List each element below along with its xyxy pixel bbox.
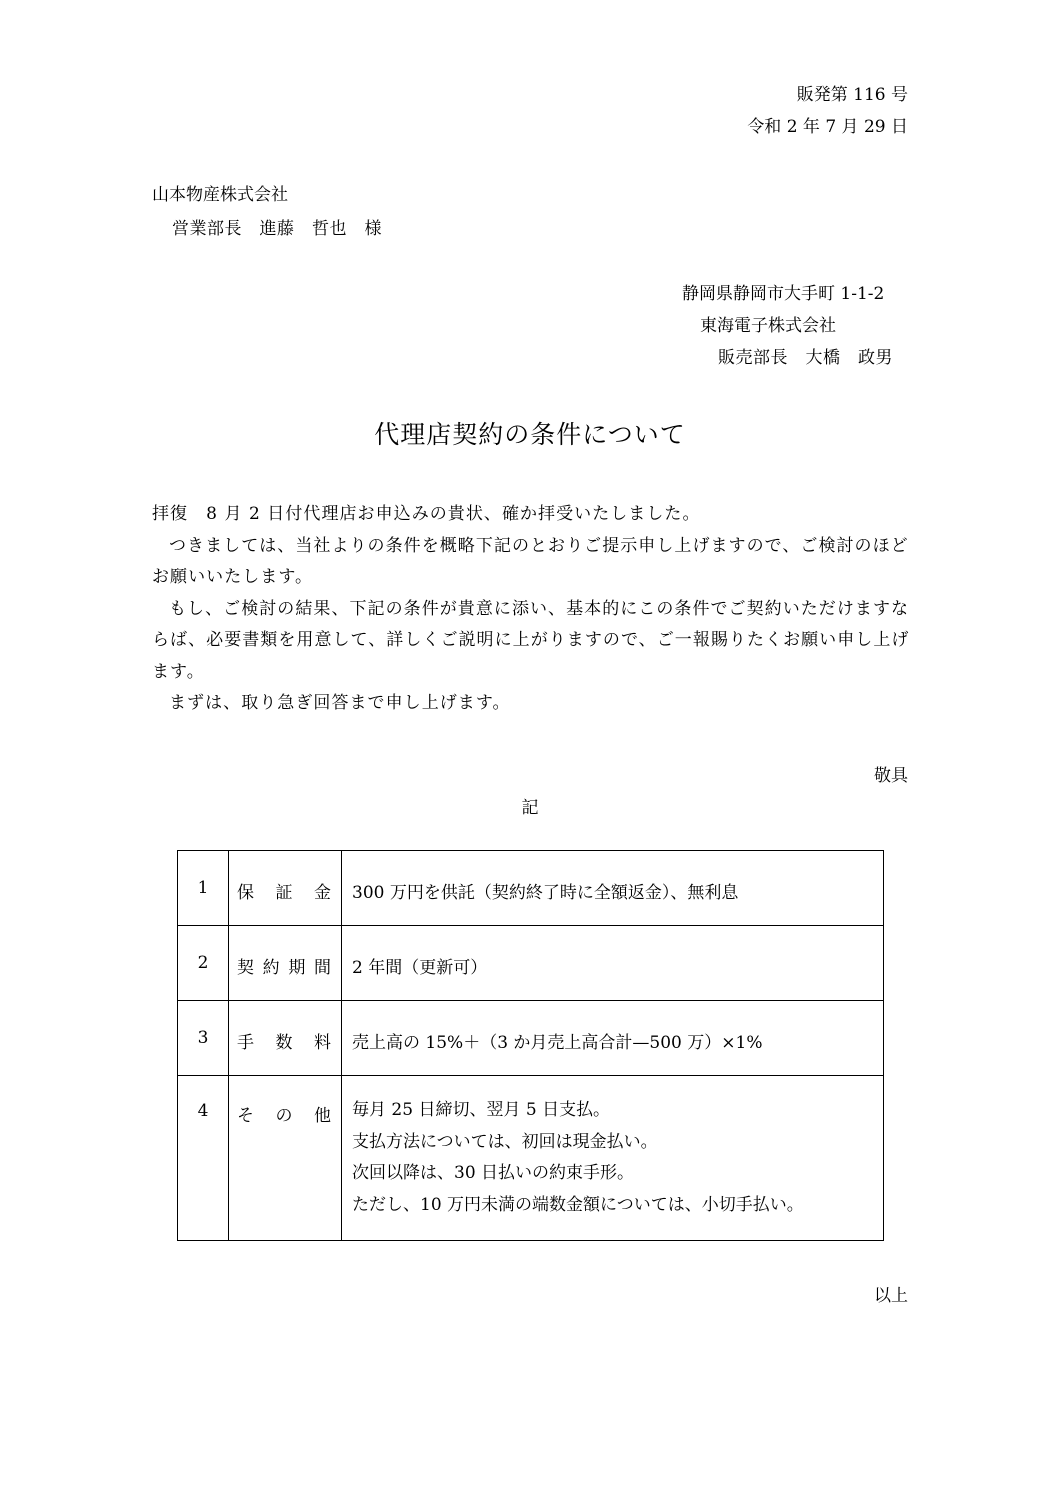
term-detail-line: 300 万円を供託（契約終了時に全額返金）、無利息	[352, 883, 739, 903]
term-label-char: そ	[237, 1106, 254, 1126]
recipient-company: 山本物産株式会社	[152, 185, 288, 205]
recipient-person: 営業部長 進藤 哲也 様	[172, 219, 382, 239]
table-row	[178, 1076, 884, 1241]
term-label	[229, 926, 341, 978]
term-label	[229, 1076, 341, 1126]
ki-heading: 記	[521, 798, 539, 818]
term-detail-line: 2 年間（更新可）	[352, 958, 488, 978]
table-row	[178, 926, 884, 1001]
term-label-char: 約	[262, 958, 280, 978]
end-mark: 以上	[874, 1286, 908, 1306]
term-number-cell	[178, 926, 229, 1001]
term-label-char: 手	[237, 1033, 254, 1053]
body-paragraph-proposal: つきましては、当社よりの条件を概略下記のとおりご提示申し上げますので、ご検討のほどお願いいたします。	[152, 535, 909, 587]
body-paragraph-greeting: 拝復 8 月 2 日付代理店お申込みの貴状、確か拝受いたしました。	[152, 504, 701, 524]
term-label-cell	[229, 851, 342, 926]
term-label-char: 他	[314, 1106, 331, 1126]
term-number: 4	[197, 1101, 209, 1121]
term-label-char: 金	[314, 883, 331, 903]
term-label-char: 契	[237, 958, 254, 978]
term-number: 1	[197, 878, 209, 898]
term-detail-line: 支払方法については、初回は現金払い。	[352, 1131, 658, 1152]
table-row	[178, 1001, 884, 1076]
term-detail-cell	[342, 926, 884, 1001]
term-label-char: 期	[288, 958, 306, 978]
term-detail	[352, 851, 883, 910]
term-detail-cell	[342, 1001, 884, 1076]
term-detail-cell	[342, 851, 884, 926]
body-text	[152, 499, 912, 720]
sender-address: 静岡県静岡市大手町 1-1-2	[682, 284, 885, 304]
document-date: 令和 2 年 7 月 29 日	[747, 117, 908, 137]
term-detail	[352, 1070, 883, 1221]
body-paragraph-request: もし、ご検討の結果、下記の条件が貴意に添い、基本的にこの条件でご契約いただけますならば、必要書類を用意して、詳しくご説明に上がりますので、ご一報賜りたくお願い申し上げます。	[152, 598, 910, 682]
body-paragraph-closing-remark: まずは、取り急ぎ回答まで申し上げます。	[169, 693, 511, 713]
sender-person: 販売部長 大橋 政男	[718, 348, 893, 368]
term-number: 2	[197, 953, 209, 973]
term-detail	[352, 926, 883, 985]
term-label-char: 保	[237, 883, 254, 903]
terms-table	[177, 850, 884, 1241]
term-label-cell	[229, 1001, 342, 1076]
term-number-cell	[178, 1076, 229, 1241]
term-label	[229, 1001, 341, 1053]
closing-word: 敬具	[874, 766, 908, 786]
term-label-char: 間	[313, 958, 331, 978]
term-number-cell	[178, 1001, 229, 1076]
term-detail-line: ただし、10 万円未満の端数金額については、小切手払い。	[352, 1194, 804, 1215]
term-label-char: 証	[275, 883, 293, 903]
term-detail-line: 毎月 25 日締切、翌月 5 日支払。	[352, 1100, 611, 1120]
document-title: 代理店契約の条件について	[374, 420, 686, 449]
term-detail-line: 売上高の 15%＋（3 か月売上高合計—500 万）×1%	[352, 1033, 763, 1053]
term-detail-line: 次回以降は、30 日払いの約束手形。	[352, 1163, 635, 1183]
term-label-char: 料	[314, 1033, 331, 1053]
term-label-char: 数	[275, 1033, 293, 1053]
table-row	[178, 851, 884, 926]
sender-company: 東海電子株式会社	[700, 316, 836, 336]
term-detail	[352, 1001, 883, 1060]
term-label-char: の	[275, 1106, 293, 1126]
term-label-cell	[229, 1076, 342, 1241]
document-number: 販発第 116 号	[796, 85, 908, 105]
term-number-cell	[178, 851, 229, 926]
term-detail-cell	[342, 1076, 884, 1241]
term-label	[229, 851, 341, 903]
term-label-cell	[229, 926, 342, 1001]
term-number: 3	[197, 1028, 209, 1048]
